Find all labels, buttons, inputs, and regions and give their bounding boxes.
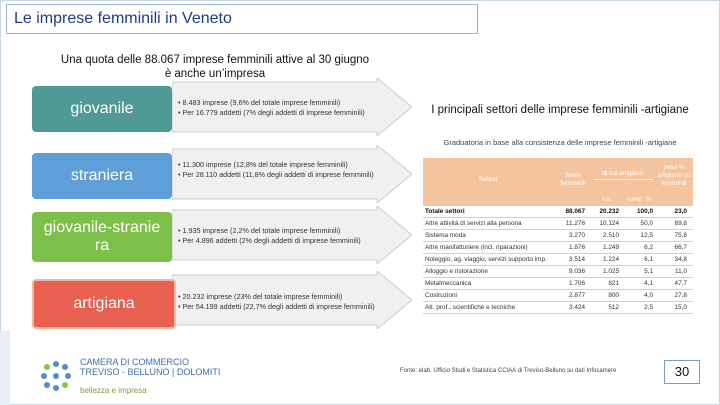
logo-line-1: CAMERA DI COMMERCIO [80,357,190,367]
page-title: Le imprese femminili in Veneto [14,10,232,27]
cell-total: 11.276 [565,220,585,227]
bullet-imprese: • 8.483 imprese (9,6% del totale imprese femminili) [178,98,341,107]
category-box-giovanile-straniera [32,212,172,262]
category-label: straniera [70,167,134,184]
category-details [178,160,378,179]
cell-peso: 34,8 [674,256,687,263]
table-row [423,266,693,278]
page-number: 30 [664,360,700,384]
sectors-subtitle: Graduatoria in base alla consistenza delle imprese femminili -artigiane [443,138,677,147]
cell-va: 1.224 [603,256,619,263]
cell-comp: 50,0 [640,220,653,227]
cell-peso: 89,8 [674,220,687,227]
cell-sector: Att. prof., scientifiche e tecniche [425,304,516,311]
cell-total: 3.424 [569,304,585,311]
cell-sector: Alloggio e ristorazione [425,268,488,275]
header-peso: peso % artigiane su femminili [657,164,691,187]
table-row [423,278,693,290]
logo-tagline: bellezza e impresa [80,386,147,395]
chamber-logo-icon [36,356,76,396]
cell-peso: 11,0 [675,268,687,275]
table-row [423,242,693,254]
cell-total: 3.270 [569,232,585,239]
category-box-straniera [32,153,172,199]
table-row [423,206,693,218]
table-row [423,302,693,314]
cell-total: 1.876 [569,244,585,251]
logo-line-2: TREVISO - BELLUNO | DOLOMITI [80,367,221,377]
bullet-imprese: • 11.300 imprese (12,8% del totale imprese femminili) [178,160,348,169]
bullet-addetti: • Per 54.199 addetti (22,7% degli addetti di imprese femminili) [178,301,375,311]
cell-sector: Totale settori [425,208,465,215]
header-totale: Totale femminili [560,172,586,187]
chamber-logo [36,356,256,396]
header-settori: Settori [478,176,498,183]
left-accent-strip [0,331,10,405]
cell-va: 821 [608,280,619,287]
category-label: giovanile-straniera [43,219,161,254]
cell-va: 1.249 [603,244,619,251]
cell-va: 20.232 [599,208,619,215]
category-details [178,98,378,117]
cell-total: 88.067 [565,208,585,215]
cell-va: 2.510 [603,232,619,239]
cell-comp: 6,1 [644,256,653,263]
header-va: v.a. [602,196,612,203]
cell-va: 800 [608,292,619,299]
cell-sector: Noleggio, ag. viaggio, servizi supporto imp. [425,256,547,263]
page-subtitle: Una quota delle 88.067 imprese femminili attive al 30 giugno è anche un’impresa [60,54,370,80]
header-artigiane: di cui artigiane [593,170,653,180]
bullet-addetti: • Per 4.896 addetti (2% degli addetti di imprese femminili) [178,235,361,245]
cell-sector: Altre attività di servizi alla persona [425,220,522,227]
bullet-imprese: • 1.935 imprese (2,2% del totale imprese femminili) [178,226,341,235]
cell-sector: Metalmeccanica [425,280,472,287]
category-label: giovanile [70,100,134,117]
cell-peso: 66,7 [674,244,687,251]
cell-comp: 4,1 [644,280,653,287]
bullet-imprese: • 20.232 imprese (23% del totale imprese femminili) [178,292,343,301]
cell-comp: 4,0 [644,292,653,299]
cell-comp: 5,1 [644,268,653,275]
source-note: Fonte: elab. Ufficio Studi e Statistica CCIAA di Treviso-Belluno su dati Infocamere [400,368,617,374]
cell-peso: 15,0 [674,304,687,311]
logo-text [80,357,220,377]
table-row [423,290,693,302]
cell-va: 10.124 [599,220,619,227]
category-details [178,292,378,311]
category-label: artigiana [73,295,135,312]
cell-sector: Sistema moda [425,232,466,239]
cell-sector: Altre manifatturiere (incl. riparazioni) [425,244,528,251]
table-row [423,218,693,230]
cell-comp: 6,2 [644,244,653,251]
bullet-addetti: • Per 16.779 addetti (7% degli addetti di imprese femminili) [178,107,365,117]
cell-comp: 100,0 [637,208,653,215]
cell-peso: 27,8 [674,292,687,299]
cell-peso: 47,7 [674,280,687,287]
title-box [6,4,478,34]
header-comp: comp. % [626,196,652,203]
category-box-giovanile [32,86,172,132]
table-row [423,254,693,266]
cell-va: 1.025 [603,268,619,275]
table-row [423,230,693,242]
category-details [178,226,378,245]
cell-total: 9.036 [569,268,585,275]
cell-comp: 12,5 [640,232,653,239]
bullet-addetti: • Per 28.110 addetti (11,8% degli addetti di imprese femminili) [178,169,374,179]
category-box-artigiana [32,279,176,329]
cell-peso: 75,8 [674,232,687,239]
cell-total: 2.877 [569,292,585,299]
cell-total: 3.514 [569,256,585,263]
cell-peso: 23,0 [674,208,687,215]
sectors-title: I principali settori delle imprese femminili -artigiane [431,104,689,116]
cell-sector: Costruzioni [425,292,457,299]
cell-comp: 2,5 [644,304,653,311]
cell-total: 1.706 [569,280,585,287]
cell-va: 512 [608,304,619,311]
table-header [423,158,693,206]
